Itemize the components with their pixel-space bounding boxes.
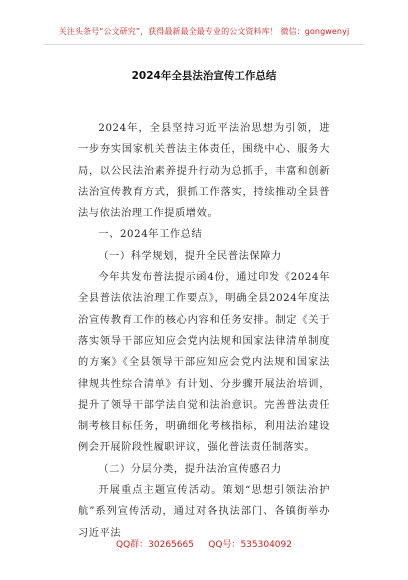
subsection-heading-1: （一）科学规划，提升全民普法保障力: [98, 250, 282, 262]
document-body: [78, 118, 330, 544]
subsection-body-1: 今年共发布普法提示函4份，通过印发《2024年全县普法依法治理工作要点》，明确全县2024年度法治宣传教育工作的核心内容和任务安排。制定《关于落实领导干部应知应会党内法规和国家法律清单制度的方案》《全县领导干部应知应会党内法规和国家法律规共性综合清单》有计划、分步骤开展法治培训，提升了领导干部学法自觉和法治意识。完善普法责任制考核目标任务，明确细化考核指标，利用法治建设例会开展阶段性履职评议，强化普法责任制落实。: [78, 272, 330, 454]
header-banner: 关注头条号“公文研究”，获得最新最全最专业的公文资料库！ 微信：gongwenyj: [58, 27, 350, 36]
subsection-heading-2: （二）分层分类，提升法治宣传感召力: [98, 463, 282, 475]
header-divider: [44, 44, 364, 45]
section-heading: 一、2024年工作总结: [98, 229, 203, 241]
document-title: 2024年全县法治宣传工作总结: [131, 70, 277, 82]
subsection-body-2: 开展重点主题宣传活动。策划“思想引领法治护航”系列宣传活动，通过对各执法部门、各镇街举办习近平法: [78, 485, 330, 539]
footer-contact: QQ群：30265665 QQ号：535304092: [116, 540, 292, 550]
intro-paragraph: 2024年，全县坚持习近平法治思想为引领，进一步夯实国家机关普法主体责任，围绕中心、服务大局，以公民法治素养提升行动为总抓手，丰富和创新法治宣传教育方式，狠抓工作落实，持续推动全县普法与依法治理工作提质增效。: [78, 123, 330, 220]
